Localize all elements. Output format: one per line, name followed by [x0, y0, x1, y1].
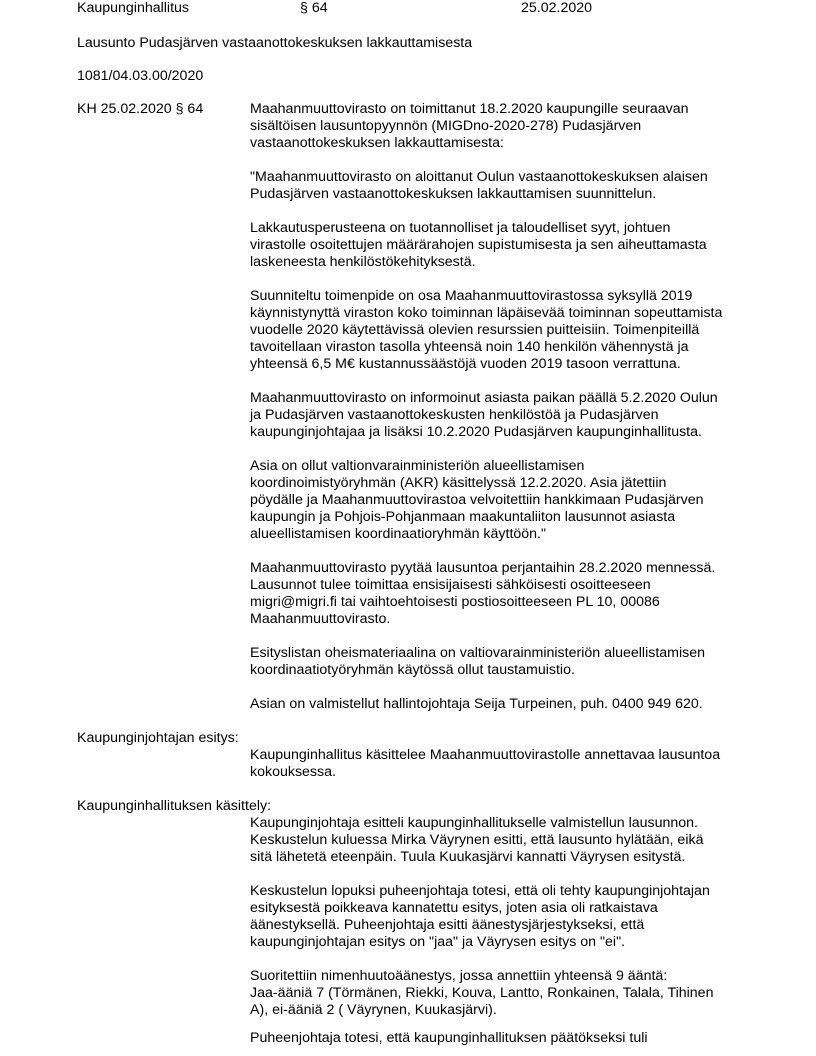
text-line: Pudasjärven vastaanottokeskuksen lakkauttamisen suunnittelun.: [250, 186, 657, 202]
text-line: Maahanmuuttovirasto.: [250, 611, 391, 627]
handling-label: Kaupunginhallituksen käsittely:: [77, 798, 272, 814]
body-paragraph-3: [250, 220, 750, 271]
handling-paragraph-3: [250, 968, 750, 1019]
text-line: virastolle osoitettujen määrärahojen supistumisesta ja sen aiheuttamasta: [250, 237, 707, 253]
proposal-label: Kaupunginjohtajan esitys:: [77, 730, 239, 746]
body-paragraph-2: [250, 169, 750, 203]
text-line: vuodelle 2020 käytettävissä olevien resurssien puitteisiin. Toimenpiteillä: [250, 322, 700, 338]
body-paragraph-7: [250, 560, 750, 628]
text-line: Maahanmuuttovirasto on informoinut asiasta paikan päällä 5.2.2020 Oulun: [250, 390, 718, 406]
text-line: Suoritettiin nimenhuutoäänestys, jossa annettiin yhteensä 9 ääntä:: [250, 968, 668, 984]
body-paragraph-5: [250, 390, 750, 441]
text-line: kaupunginjohtajan esitys on "jaa" ja Väyrysen esitys on "ei".: [250, 934, 626, 950]
text-line: koordinaatiotyöryhmän käytössä ollut taustamuistio.: [250, 662, 575, 678]
text-line: Lausunnot tulee toimittaa ensisijaisesti sähköisesti osoitteeseen: [250, 577, 651, 593]
text-line: Kaupunginhallitus käsittelee Maahanmuuttovirastolle annettavaa lausuntoa: [250, 747, 721, 763]
body-paragraph-4: [250, 288, 750, 373]
handling-paragraph-4: [250, 1030, 750, 1047]
text-line: alueellistamisen koordinaatioryhmän käyttöön.": [250, 526, 547, 542]
text-line: Maahanmuuttovirasto pyytää lausuntoa perjantaihin 28.2.2020 mennessä.: [250, 560, 716, 576]
text-line: sisältöisen lausuntopyynnön (MIGDno-2020-278) Pudasjärven: [250, 118, 642, 134]
text-line: Lakkautusperusteena on tuotannolliset ja taloudelliset syyt, johtuen: [250, 220, 671, 236]
body-paragraph-6: [250, 458, 750, 543]
text-line: Asian on valmistellut hallintojohtaja Seija Turpeinen, puh. 0400 949 620.: [250, 696, 703, 712]
header-section: § 64: [300, 0, 328, 16]
text-line: Kaupunginjohtaja esitteli kaupunginhallitukselle valmistellun lausunnon.: [250, 815, 698, 831]
text-line: kokouksessa.: [250, 764, 336, 780]
text-line: esityksestä poikkeava kannatettu esitys, joten asia oli ratkaistava: [250, 900, 658, 916]
text-line: Asia on ollut valtionvarainministeriön alueellistamisen: [250, 458, 585, 474]
text-line: kaupunginjohtajaa ja lisäksi 10.2.2020 Pudasjärven kaupunginhallitusta.: [250, 424, 702, 440]
header-date: 25.02.2020: [521, 0, 593, 16]
text-line: Keskustelun lopuksi puheenjohtaja totesi, että oli tehty kaupunginjohtajan: [250, 883, 710, 899]
text-line: "Maahanmuuttovirasto on aloittanut Oulun vastaanottokeskuksen alaisen: [250, 169, 708, 185]
text-line: laskeneesta henkilöstökehityksestä.: [250, 254, 476, 270]
text-line: ja Pudasjärven vastaanottokeskusten henkilöstöä ja Pudasjärven: [250, 407, 659, 423]
text-line: pöydälle ja Maahanmuuttovirastoa velvoitettiin hankkimaan Pudasjärven: [250, 492, 704, 508]
text-line: Maahanmuuttovirasto on toimittanut 18.2.2020 kaupungille seuraavan: [250, 101, 689, 117]
text-line: A), ei-ääniä 2 ( Väyrynen, Kuukasjärvi).: [250, 1002, 497, 1018]
header-organ: Kaupunginhallitus: [77, 0, 190, 16]
text-line: kaupungin ja Pohjois-Pohjanmaan maakuntaliiton lausunnot asiasta: [250, 509, 676, 525]
handling-paragraph-2: [250, 883, 750, 951]
body-paragraph-8: [250, 645, 750, 679]
text-line: Jaa-ääniä 7 (Törmänen, Riekki, Kouva, Lantto, Ronkainen, Talala, Tihinen: [250, 985, 714, 1001]
text-line: Puheenjohtaja totesi, että kaupunginhallituksen päätökseksi tuli: [250, 1030, 648, 1046]
text-line: tavoitellaan viraston tasolla yhteensä noin 140 henkilön vähennystä ja: [250, 339, 689, 355]
text-line: vastaanottokeskuksen lakkauttamisesta:: [250, 135, 504, 151]
text-line: Esityslistan oheismateriaalina on valtiovarainministeriön alueellistamisen: [250, 645, 706, 661]
proposal-text: [250, 747, 750, 781]
text-line: migri@migri.fi tai vaihtoehtoisesti postiosoitteeseen PL 10, 00086: [250, 594, 660, 610]
document-title: Lausunto Pudasjärven vastaanottokeskuksen lakkauttamisesta: [77, 35, 473, 51]
body-paragraph-1: [250, 101, 750, 152]
text-line: käynnistynyttä viraston koko toiminnan läpäisevää toiminnan sopeuttamista: [250, 305, 723, 321]
meeting-reference: KH 25.02.2020 § 64: [77, 101, 204, 117]
text-line: Keskustelun kuluessa Mirka Väyrynen esitti, että lausunto hylätään, eikä: [250, 832, 704, 848]
text-line: koordinoimistyöryhmän (AKR) käsittelyssä 12.2.2020. Asia jätettiin: [250, 475, 667, 491]
text-line: yhteensä 6,5 M€ kustannussäästöjä vuoden 2019 tasoon verrattuna.: [250, 356, 681, 372]
record-number: 1081/04.03.00/2020: [77, 68, 204, 84]
body-paragraph-9: [250, 696, 750, 713]
text-line: äänestyksellä. Puheenjohtaja esitti äänestysjärjestykseksi, että: [250, 917, 645, 933]
text-line: sitä lähetetä eteenpäin. Tuula Kuukasjärvi kannatti Väyrysen esitystä.: [250, 849, 686, 865]
text-line: Suunniteltu toimenpide on osa Maahanmuuttovirastossa syksyllä 2019: [250, 288, 693, 304]
handling-paragraph-1: [250, 815, 750, 866]
